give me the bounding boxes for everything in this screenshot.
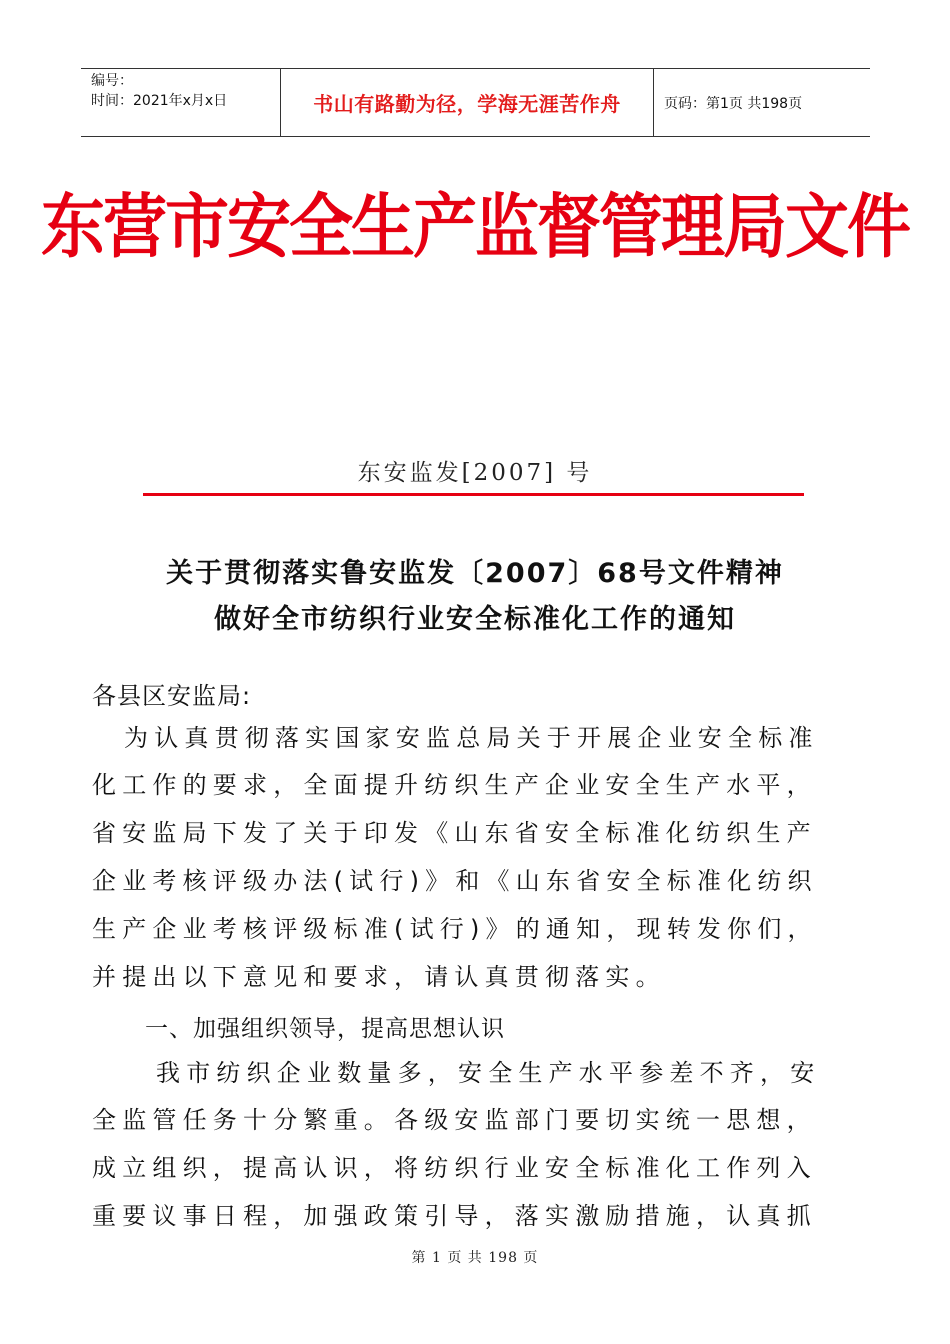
section-heading: 一、加强组织领导，提高思想认识 [145,1016,505,1042]
paragraph-line: 成立组织，提高认识，将纺织行业安全标准化工作列入 [92,1154,817,1182]
number-label: 编号： [91,73,133,89]
header-page-info [654,69,870,136]
paragraph-line: 企业考核评级办法(试行)》和《山东省安全标准化纺织 [92,867,818,895]
salutation: 各县区安监局: [92,682,252,710]
red-divider [143,493,804,496]
doc-number: 东安监发[2007] 号 [357,460,593,486]
paragraph-line: 重要议事日程，加强政策引导，落实激励措施，认真抓 [92,1202,817,1230]
header-meta [81,69,281,136]
notice-title-line1: 关于贯彻落实鲁安监发〔2007〕68号文件精神 [166,558,784,589]
notice-title-line2: 做好全市纺织行业安全标准化工作的通知 [214,604,736,635]
page-footer: 第 1 页 共 198 页 [411,1250,539,1266]
header-motto-cell [281,69,654,136]
paragraph-line: 全监管任务十分繁重。各级安监部门要切实统一思想， [92,1106,817,1134]
paragraph-line: 化工作的要求，全面提升纺织生产企业安全生产水平， [92,771,817,799]
paragraph-line: 生产企业考核评级标准(试行)》的通知，现转发你们， [92,915,818,943]
org-title: 东营市安全生产监督管理局文件 [41,186,909,268]
paragraph-line: 并提出以下意见和要求，请认真贯彻落实。 [92,963,666,991]
paragraph-line: 省安监局下发了关于印发《山东省安全标准化纺织生产 [92,819,817,847]
motto: 书山有路勤为径，学海无涯苦作舟 [313,92,621,116]
time-label: 时间：2021年x月x日 [91,93,228,109]
paragraph-line: 为认真贯彻落实国家安监总局关于开展企业安全标准 [124,724,819,752]
header-table [81,68,870,137]
page-info: 页码：第1页 共198页 [664,95,803,112]
paragraph-line: 我市纺织企业数量多，安全生产水平参差不齐，安 [156,1059,821,1087]
